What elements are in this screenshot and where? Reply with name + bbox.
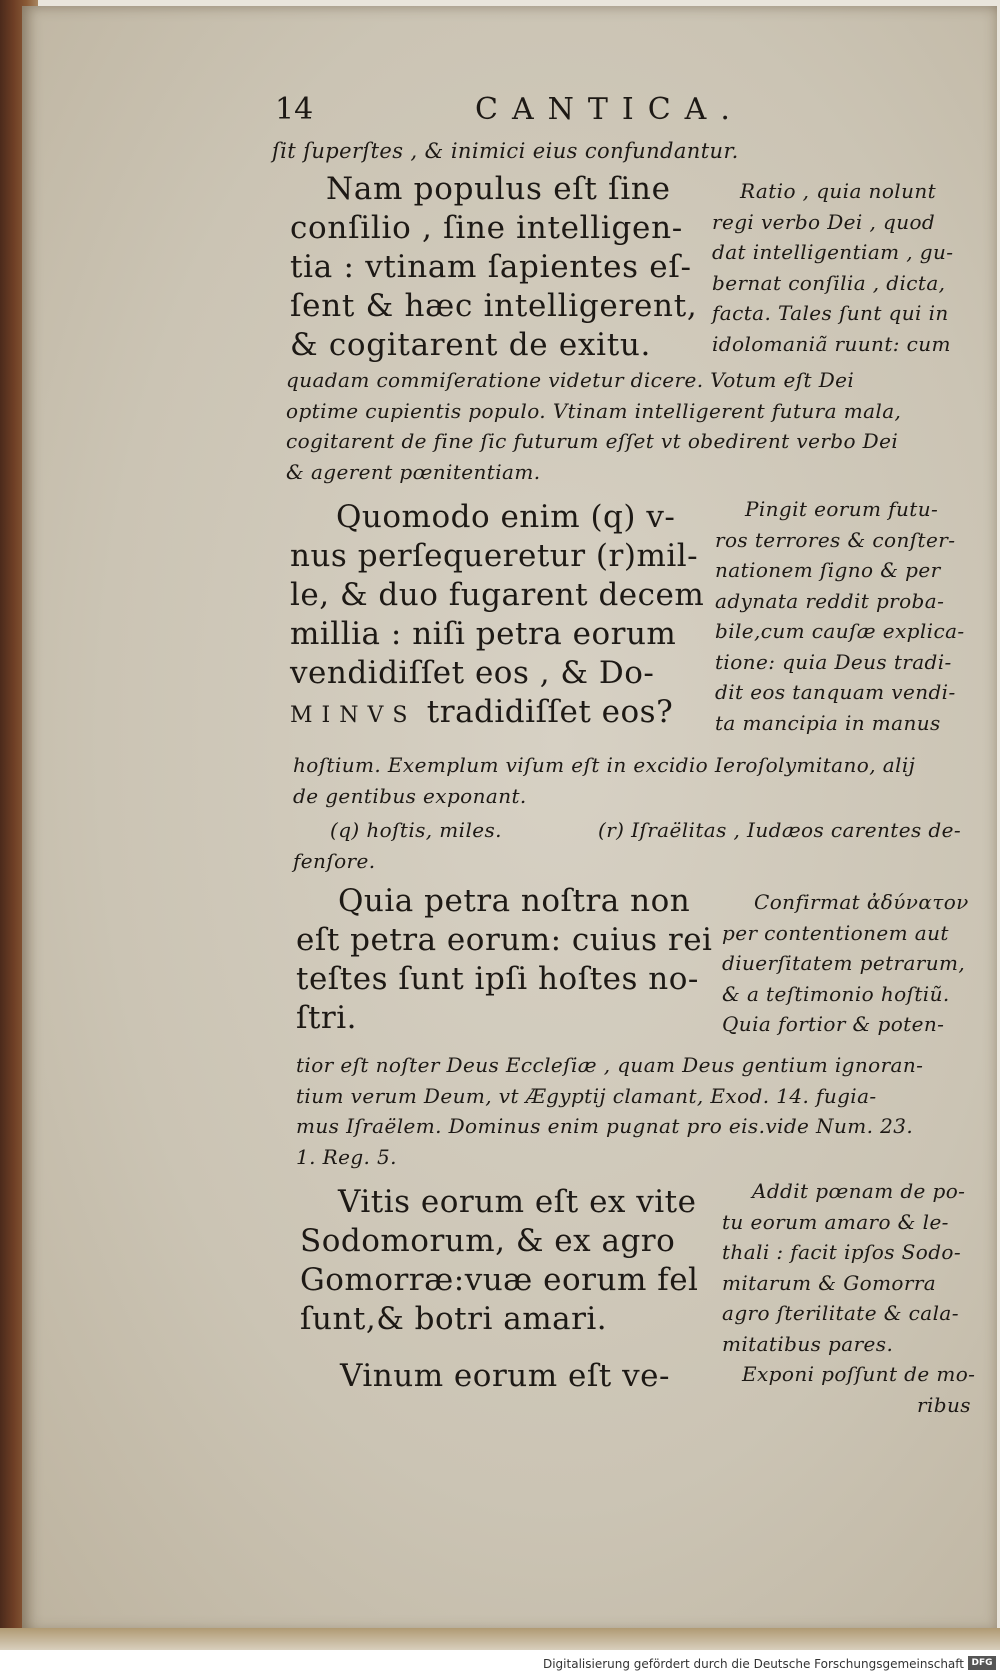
footer-credit: Digitalisierung gefördert durch die Deutsche Forschungsgemeinschaft	[542, 1657, 964, 1671]
commentary-line: de gentibus exponant.	[293, 783, 527, 808]
verse-line: conſilio , ſine intelligen-	[290, 210, 683, 246]
dfg-logo-icon: DFG	[968, 1656, 996, 1670]
verse-line: Quomodo enim (q) v-	[336, 499, 676, 535]
gloss-line: ribus	[917, 1392, 971, 1417]
gloss-line: tu eorum amaro & le-	[722, 1209, 949, 1234]
verse-block-2	[290, 498, 704, 735]
gloss-line: tione: quia Deus tradi-	[715, 649, 952, 674]
page-number: 14	[275, 92, 314, 127]
verse-line	[290, 693, 704, 735]
commentary-line: hoſtium. Exemplum viſum eſt in excidio Ieroſolymitano, alij	[293, 753, 916, 777]
verse-line: le, & duo fugarent decem	[290, 577, 705, 613]
verse-line: eſt petra eorum: cuius rei	[296, 922, 713, 958]
gloss-line: facta. Tales ſunt qui in	[712, 301, 949, 325]
verse-line: millia : niſi petra eorum	[290, 616, 677, 652]
verse-line: Quia petra noſtra non	[338, 883, 691, 919]
running-head: CANTICA.	[475, 92, 744, 127]
small-caps-word: MINVS	[290, 703, 417, 728]
gloss-line: Pingit eorum futu-	[745, 497, 939, 521]
commentary-line: & agerent pœnitentiam.	[286, 459, 541, 484]
gloss-line: mitatibus pares.	[722, 1331, 894, 1356]
commentary-line: mus Iſraëlem. Dominus enim pugnat pro eis.vide Num. 23.	[296, 1114, 914, 1138]
verse-line: ſtri.	[296, 1000, 358, 1036]
gloss-line: mitarum & Gomorra	[722, 1270, 937, 1295]
gloss-line: thali : facit ipſos Sodo-	[722, 1240, 962, 1264]
footnote-r-cont: fenſore.	[293, 849, 376, 873]
verse-line: Vitis eorum eſt ex vite	[338, 1184, 697, 1220]
gloss-line: agro ſterilitate & cala-	[722, 1301, 959, 1325]
verse-line: ſent & hæc intelligerent,	[290, 288, 698, 324]
gloss-line: Ratio , quia nolunt	[740, 179, 937, 203]
gloss-line: Exponi poſſunt de mo-	[742, 1362, 976, 1386]
commentary-2	[293, 750, 915, 811]
verse-line-final: Vinum eorum eſt ve-	[340, 1358, 670, 1394]
commentary-line: quadam commiſeratione videtur dicere. Votum eſt Dei	[286, 368, 855, 392]
gloss-block-1	[712, 176, 953, 359]
commentary-line: tior eſt noſter Deus Eccleſiæ , quam Deus gentium ignoran-	[296, 1053, 924, 1077]
gloss-line: diuerſitatem petrarum,	[722, 951, 966, 975]
verse-line: ſunt,& botri amari.	[300, 1301, 608, 1337]
gloss-line: dit eos tanquam vendi-	[715, 680, 956, 704]
gloss-block-2	[715, 494, 965, 738]
verse-line: & cogitarent de exitu.	[290, 327, 652, 363]
gloss-line: dat intelligentiam , gu-	[712, 240, 954, 264]
gloss-block-3	[722, 887, 969, 1040]
gloss-line: bernat conſilia , dicta,	[712, 270, 946, 295]
commentary-1	[286, 365, 901, 487]
gloss-line: per contentionem aut	[722, 920, 949, 945]
footer-bar	[0, 1650, 1000, 1677]
commentary-line: tium verum Deum, vt Ægyptij clamant, Exod. 14. fugia-	[296, 1083, 877, 1108]
gloss-line: regi verbo Dei , quod	[712, 209, 936, 234]
gloss-line: Confirmat ἀδύνατον	[754, 890, 969, 914]
gloss-line: & a teſtimonio hoſtiũ.	[722, 981, 950, 1006]
gloss-line: nationem ſigno & per	[715, 558, 941, 582]
gloss-line: idolomaniã ruunt: cum	[712, 331, 951, 356]
commentary-line: cogitarent de fine ſic futurum eſſet vt obedirent verbo Dei	[286, 429, 899, 453]
verse-block-3	[296, 882, 712, 1038]
gloss-line: adynata reddit proba-	[715, 588, 945, 613]
verse-line: nus perſequeretur (r)mil-	[290, 538, 699, 574]
lead-line: ſit ſuperſtes , & inimici eius confundantur.	[272, 139, 739, 163]
gloss-line: Quia fortior & poten-	[722, 1012, 945, 1036]
commentary-3	[296, 1050, 923, 1172]
verse-line: Sodomorum, & ex agro	[300, 1223, 676, 1259]
verse-line-rest: tradidiſſet eos?	[416, 694, 674, 730]
footnote-q: (q) hoſtis, miles.	[330, 818, 502, 842]
verse-line: Gomorræ:vuæ eorum fel	[300, 1262, 699, 1298]
gloss-line: ros terrores & conſter-	[715, 527, 956, 552]
commentary-line: optime cupientis populo. Vtinam intelligerent futura mala,	[286, 398, 902, 423]
gloss-line: Addit pœnam de po-	[752, 1179, 966, 1203]
page-bottom-edge	[0, 1628, 1000, 1650]
verse-block-1	[290, 170, 697, 365]
verse-line: tia : vtinam ſapientes eſ-	[290, 249, 692, 285]
commentary-line: 1. Reg. 5.	[296, 1144, 397, 1169]
gloss-block-4	[722, 1176, 975, 1420]
verse-block-4	[300, 1183, 698, 1339]
verse-line: teſtes ſunt ipſi hoſtes no-	[296, 961, 699, 997]
verse-line: Nam populus eſt ſine	[326, 171, 671, 207]
verse-line: vendidiſſet eos , & Do-	[290, 655, 655, 691]
gloss-line: ta mancipia in manus	[715, 710, 941, 735]
gloss-line: bile,cum cauſæ explica-	[715, 619, 965, 643]
footnote-r: (r) Iſraëlitas , Iudæos carentes de-	[598, 818, 961, 842]
